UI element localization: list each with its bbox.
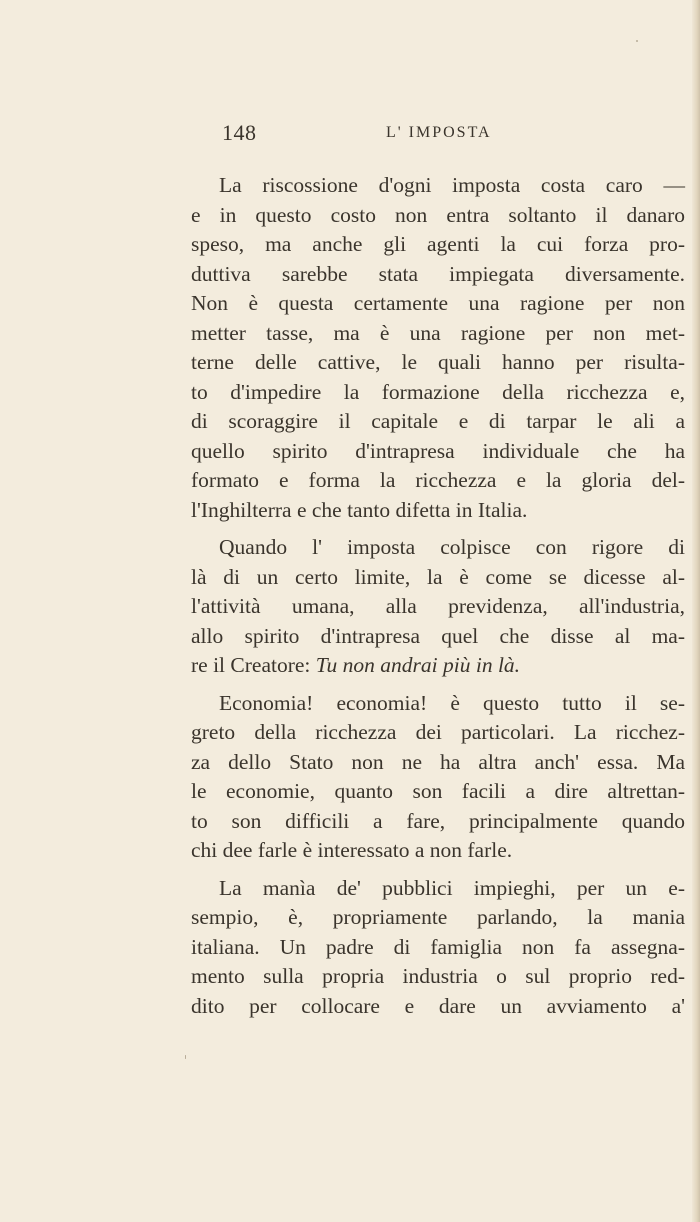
text-line: l'Inghilterra e che tanto difetta in Italia. [191,497,528,522]
text-line: formato e forma la ricchezza e la gloria del- [191,468,685,492]
text-line-prefix: re il Creatore: [191,653,316,677]
text-line: Non è questa certamente una ragione per non [191,291,685,315]
running-title: L' IMPOSTA [386,124,492,141]
page-header [222,118,682,148]
text-line: e in questo costo non entra soltanto il danaro [191,202,685,227]
text-line: speso, ma anche gli agenti la cui forza pro- [191,232,685,256]
text-line: di scoraggire il capitale e di tarpar le ali a [191,409,685,433]
text-line: dito per collocare e dare un avviamento a' [191,993,685,1018]
paper-speck [636,40,638,42]
text-line: là di un certo limite, la è come se dicesse al- [191,564,685,589]
text-line: sempio, è, propriamente parlando, la mania [191,905,685,929]
text-line: greto della ricchezza dei particolari. La ricchez- [191,720,685,744]
page-edge-shadow [692,0,700,1222]
text-line: mento sulla propria industria o sul proprio red- [191,964,685,988]
text-line: za dello Stato non ne ha altra anch' essa. Ma [191,749,685,774]
text-line: terne delle cattive, le quali hanno per risulta- [191,350,685,374]
text-line: le economie, quanto son facili a dire altrettan- [191,779,685,803]
text-line: chi dee farle è interessato a non farle. [191,838,513,862]
text-line: metter tasse, ma è una ragione per non met- [191,320,685,345]
paper-speck [185,1055,186,1059]
text-line: Economia! economia! è questo tutto il se- [219,690,685,715]
page-number: 148 [222,120,257,145]
paragraph [191,689,685,866]
text-line: La riscossione d'ogni imposta costa caro — [219,173,685,197]
body-text [191,171,685,1029]
text-line: to son difficili a fare, principalmente quando [191,808,685,833]
text-line: Quando l' imposta colpisce con rigore di [219,535,685,559]
paragraph [191,874,685,1022]
text-line: duttiva sarebbe stata impiegata diversamente. [191,261,685,286]
text-line: quello spirito d'intrapresa individuale che ha [191,438,685,463]
italic-quote: Tu non andrai più in là. [315,653,521,677]
paragraph [191,533,685,681]
text-line: italiana. Un padre di famiglia non fa assegna- [191,934,685,959]
text-line: l'attività umana, alla previdenza, all'industria, [191,594,685,618]
text-line: allo spirito d'intrapresa quel che disse al ma- [191,623,685,648]
paragraph [191,171,685,525]
text-line [191,651,685,681]
text-line: to d'impedire la formazione della ricchezza e, [191,379,685,404]
text-line: La manìa de' pubblici impieghi, per un e- [219,875,685,900]
